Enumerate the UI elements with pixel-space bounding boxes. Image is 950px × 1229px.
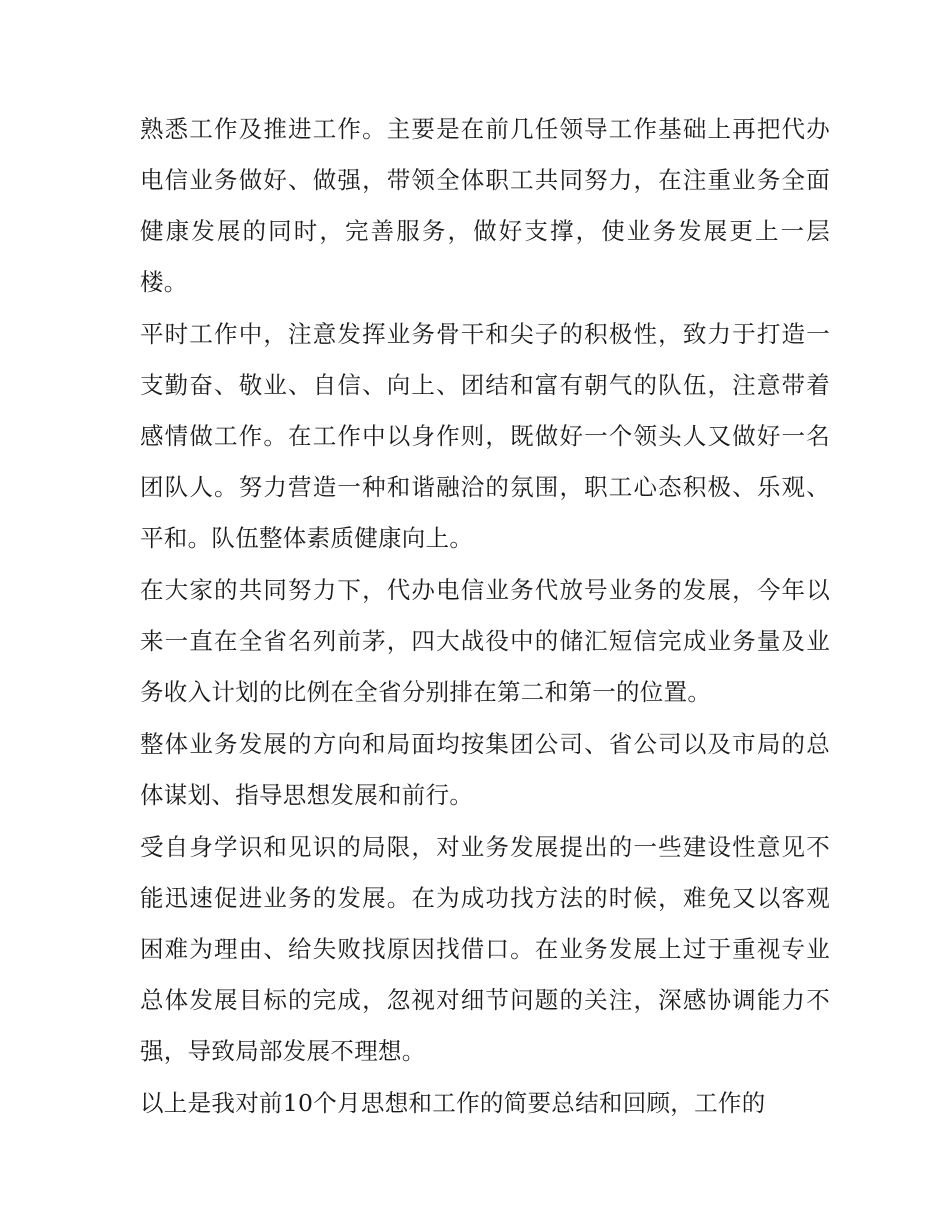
- paragraph-work-promotion: 熟悉工作及推进工作。主要是在前几任领导工作基础上再把代办电信业务做好、做强，带领全体职工共同努力，在注重业务全面健康发展的同时，完善服务，做好支撑，使业务发展更上一层楼。: [140, 115, 830, 296]
- paragraph-summary: 以上是我对前10个月思想和工作的简要总结和回顾，工作的: [140, 1089, 766, 1117]
- paragraph-overall-direction: 整体业务发展的方向和局面均按集团公司、省公司以及市局的总体谋划、指导思想发展和前行。: [140, 730, 830, 809]
- paragraph-team-building: 平时工作中，注意发挥业务骨干和尖子的积极性，致力于打造一支勤奋、敬业、自信、向上、团结和富有朝气的队伍，注意带着感情做工作。在工作中以身作则，既做好一个领头人又做好一名团队人。努力营造一种和谐融洽的氛围，职工心态积极、乐观、平和。队伍整体素质健康向上。: [140, 320, 830, 552]
- document-body: [140, 104, 830, 1129]
- paragraph-achievements: 在大家的共同努力下，代办电信业务代放号业务的发展，今年以来一直在全省名列前茅，四大战役中的储汇短信完成业务量及业务收入计划的比例在全省分别排在第二和第一的位置。: [140, 576, 830, 706]
- paragraph-shortcomings: 受自身学识和见识的局限，对业务发展提出的一些建设性意见不能迅速促进业务的发展。在为成功找方法的时候，难免又以客观困难为理由、给失败找原因找借口。在业务发展上过于重视专业总体发展目标的完成，忽视对细节问题的关注，深感协调能力不强，导致局部发展不理想。: [140, 833, 830, 1065]
